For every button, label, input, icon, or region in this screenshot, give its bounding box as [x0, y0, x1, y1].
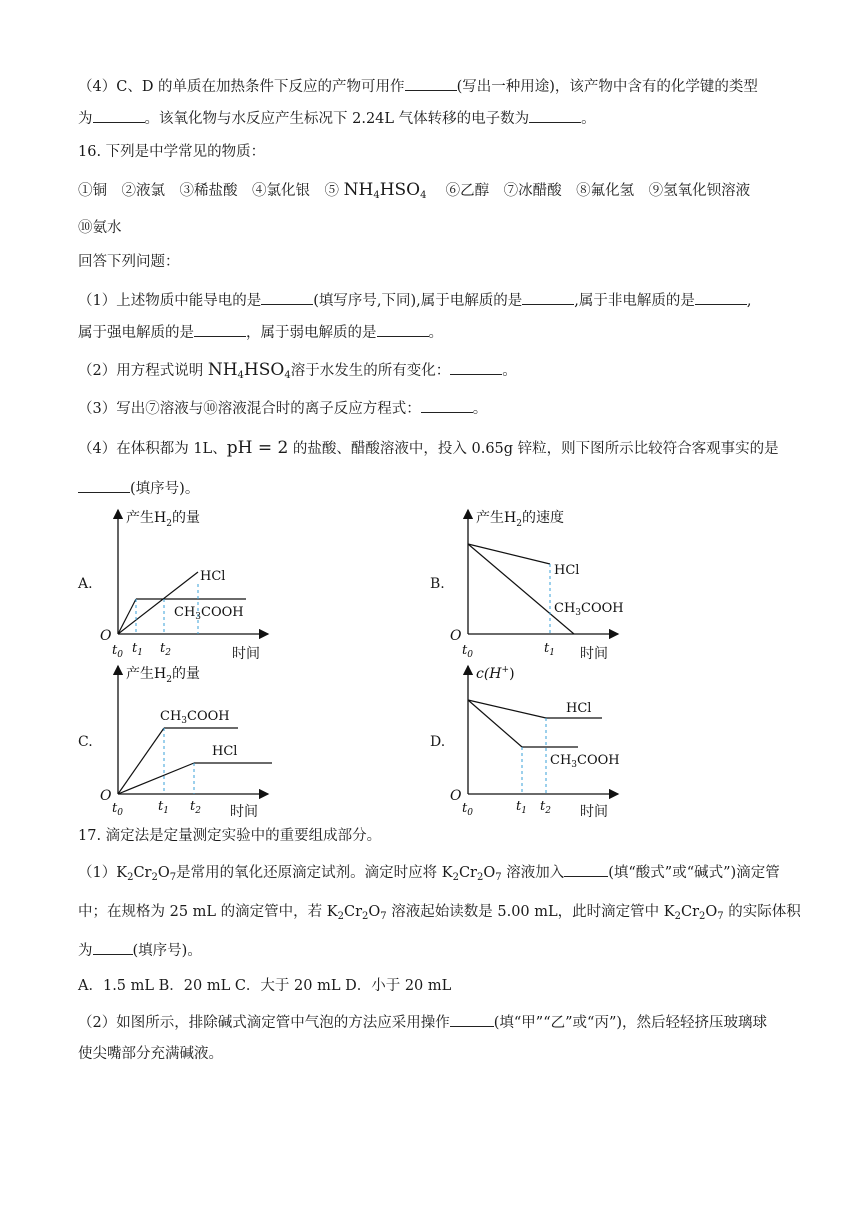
series-label-ch3cooh: $CH_3COOH$	[550, 753, 620, 770]
origin-label: O	[100, 788, 112, 804]
text: (填序号)。	[130, 481, 200, 497]
ch3cooh-curve-fall	[468, 700, 522, 747]
t2-label: $t_2$	[190, 799, 201, 816]
text: 溶液起始读数是 5.00 mL，此时滴定管中	[391, 904, 660, 920]
q17-stem: 17. 滴定法是定量测定实验中的重要组成部分。	[78, 828, 382, 844]
k2cr2o7-formula: $K_2Cr_2O_7$	[326, 904, 387, 922]
graph-b	[446, 506, 636, 666]
k2cr2o7-formula: $K_2Cr_2O_7$	[663, 904, 724, 922]
text: 是常用的氧化还原滴定试剂。滴定时应将	[176, 865, 438, 881]
text: 。	[472, 401, 488, 417]
text: 属于强电解质的是	[78, 325, 194, 341]
text: （1）上述物质中能导电的是	[78, 293, 262, 309]
series-label-ch3cooh: $CH_3COOH$	[174, 605, 244, 622]
answer-blank[interactable]	[194, 322, 246, 337]
q16-answer: 回答下列问题：	[78, 254, 180, 270]
answer-blank[interactable]	[450, 1012, 494, 1027]
text: ⑥乙醇 ⑦冰醋酸 ⑧氟化氢 ⑨氢氧化钡溶液	[445, 183, 751, 199]
answer-blank[interactable]	[529, 108, 581, 123]
answer-blank[interactable]	[564, 862, 608, 877]
text: ①铜 ②液氯 ③稀盐酸 ④氯化银 ⑤	[78, 183, 339, 199]
q15-4-line1	[78, 76, 800, 97]
answer-blank[interactable]	[261, 290, 313, 305]
k2cr2o7-formula: $K_2Cr_2O_7$	[441, 865, 502, 883]
text: 。	[502, 363, 517, 379]
option-d-label[interactable]: D.	[430, 734, 446, 750]
nh4hso4-formula: $NH_4HSO_4$	[207, 360, 291, 381]
text: (填“甲”“乙”或“丙”)，然后轻轻挤压玻璃球	[493, 1015, 768, 1031]
answer-blank[interactable]	[405, 76, 457, 91]
q16-p2	[78, 360, 800, 386]
x-axis-label: 时间	[580, 646, 608, 662]
text: 中；在规格为 25 mL 的滴定管中，若	[78, 904, 323, 920]
k2cr2o7-formula: $K_2Cr_2O_7$	[116, 865, 177, 883]
q16-p4-line2	[78, 478, 800, 499]
q17-choices[interactable]: A．1.5 mL B．20 mL C．大于 20 mL D．小于 20 mL	[78, 978, 452, 994]
series-label-ch3cooh: $CH_3COOH$	[160, 709, 230, 726]
text: 。该氧化物与水反应产生标况下 2.24L 气体转移的电子数为	[144, 111, 530, 127]
q16-stem: 16. 下列是中学常见的物质：	[78, 144, 266, 160]
option-a-label[interactable]: A.	[78, 576, 93, 592]
q17-p1-line1	[78, 862, 800, 888]
text: ，属于弱电解质的是	[246, 325, 377, 341]
option-b-label[interactable]: B.	[430, 576, 445, 592]
text: (填序号)。	[132, 943, 202, 959]
t0-label: $t_0$	[462, 801, 473, 818]
text: （4）在体积都为 1L、	[78, 441, 227, 457]
text: 为	[78, 943, 93, 959]
graph-d	[446, 662, 636, 822]
series-label-hcl: HCl	[200, 569, 226, 584]
t2-label: $t_2$	[540, 799, 551, 816]
text: （1）	[78, 865, 117, 881]
t1-label: $t_1$	[132, 641, 143, 658]
ph-value: pH = 2	[226, 438, 289, 458]
q16-p4-line1	[78, 438, 800, 459]
q16-p3	[78, 398, 800, 419]
series-label-ch3cooh: $CH_3COOH$	[554, 601, 624, 618]
t1-label: $t_1$	[158, 799, 169, 816]
text: 为	[78, 111, 93, 127]
answer-blank[interactable]	[522, 290, 574, 305]
t0-label: $t_0$	[112, 801, 123, 818]
series-label-hcl: HCl	[566, 701, 592, 716]
hcl-curve-fall	[468, 700, 546, 718]
series-label-hcl: HCl	[554, 563, 580, 578]
text: （2）如图所示，排除碱式滴定管中气泡的方法应采用操作	[78, 1015, 450, 1031]
text: (填“酸式”或“碱式”)滴定管	[608, 865, 780, 881]
answer-blank[interactable]	[377, 322, 429, 337]
x-axis-label: 时间	[232, 646, 260, 662]
text: 的实际体积	[728, 904, 801, 920]
q17-p1-line2	[78, 902, 800, 927]
origin-label: O	[450, 628, 462, 644]
y-axis-label: 产生$H_2$的速度	[476, 510, 564, 529]
graph-a	[96, 506, 286, 666]
y-axis-label: 产生$H_2$的量	[126, 510, 200, 529]
x-axis-label: 时间	[230, 804, 258, 820]
q17-p1-line3	[78, 940, 800, 961]
origin-label: O	[100, 628, 112, 644]
t1-label: $t_1$	[544, 641, 555, 658]
text: （4）C、D 的单质在加热条件下反应的产物可用作	[78, 79, 405, 95]
q17-p2-line1	[78, 1012, 800, 1033]
ch3cooh-curve-rise	[118, 599, 136, 634]
q15-4-line2	[78, 108, 800, 129]
q16-items	[78, 180, 800, 206]
option-c-label[interactable]: C.	[78, 734, 93, 750]
q16-p1-line1	[78, 290, 800, 311]
answer-blank[interactable]	[93, 108, 145, 123]
text: (填写序号,下同),属于电解质的是	[313, 293, 523, 309]
text: 。	[581, 111, 596, 127]
answer-blank[interactable]	[78, 478, 130, 493]
t2-label: $t_2$	[160, 641, 171, 658]
y-axis-label: c(H+)	[476, 665, 515, 682]
x-axis-label: 时间	[580, 804, 608, 820]
q16-item10: ⑩氨水	[78, 220, 122, 236]
q17-p2-line2: 使尖嘴部分充满碱液。	[78, 1046, 223, 1062]
hcl-curve	[118, 572, 198, 634]
origin-label: O	[450, 788, 462, 804]
answer-blank[interactable]	[421, 398, 473, 413]
y-axis-label: 产生$H_2$的量	[126, 666, 200, 685]
t0-label: $t_0$	[112, 643, 123, 660]
q16-p1-line2	[78, 322, 800, 343]
text: 溶于水发生的所有变化：	[290, 363, 451, 379]
graph-c	[96, 662, 286, 822]
answer-blank[interactable]	[450, 360, 502, 375]
answer-blank[interactable]	[695, 290, 747, 305]
text: ,属于非电解质的是	[574, 293, 695, 309]
t1-label: $t_1$	[516, 799, 527, 816]
answer-blank[interactable]	[93, 940, 133, 955]
text: (写出一种用途)，该产物中含有的化学键的类型	[456, 79, 758, 95]
nh4hso4-formula: $NH_4HSO_4$	[343, 180, 427, 201]
text: （2）用方程式说明	[78, 363, 204, 379]
text: 的盐酸、醋酸溶液中，投入 0.65g 锌粒，则下图所示比较符合客观事实的是	[292, 441, 779, 457]
text: （3）写出⑦溶液与⑩溶液混合时的离子反应方程式：	[78, 401, 421, 417]
text: 溶液加入	[506, 865, 565, 881]
t0-label: $t_0$	[462, 643, 473, 660]
text: ,	[746, 293, 752, 309]
series-label-hcl: HCl	[212, 744, 238, 759]
text: 。	[428, 325, 443, 341]
